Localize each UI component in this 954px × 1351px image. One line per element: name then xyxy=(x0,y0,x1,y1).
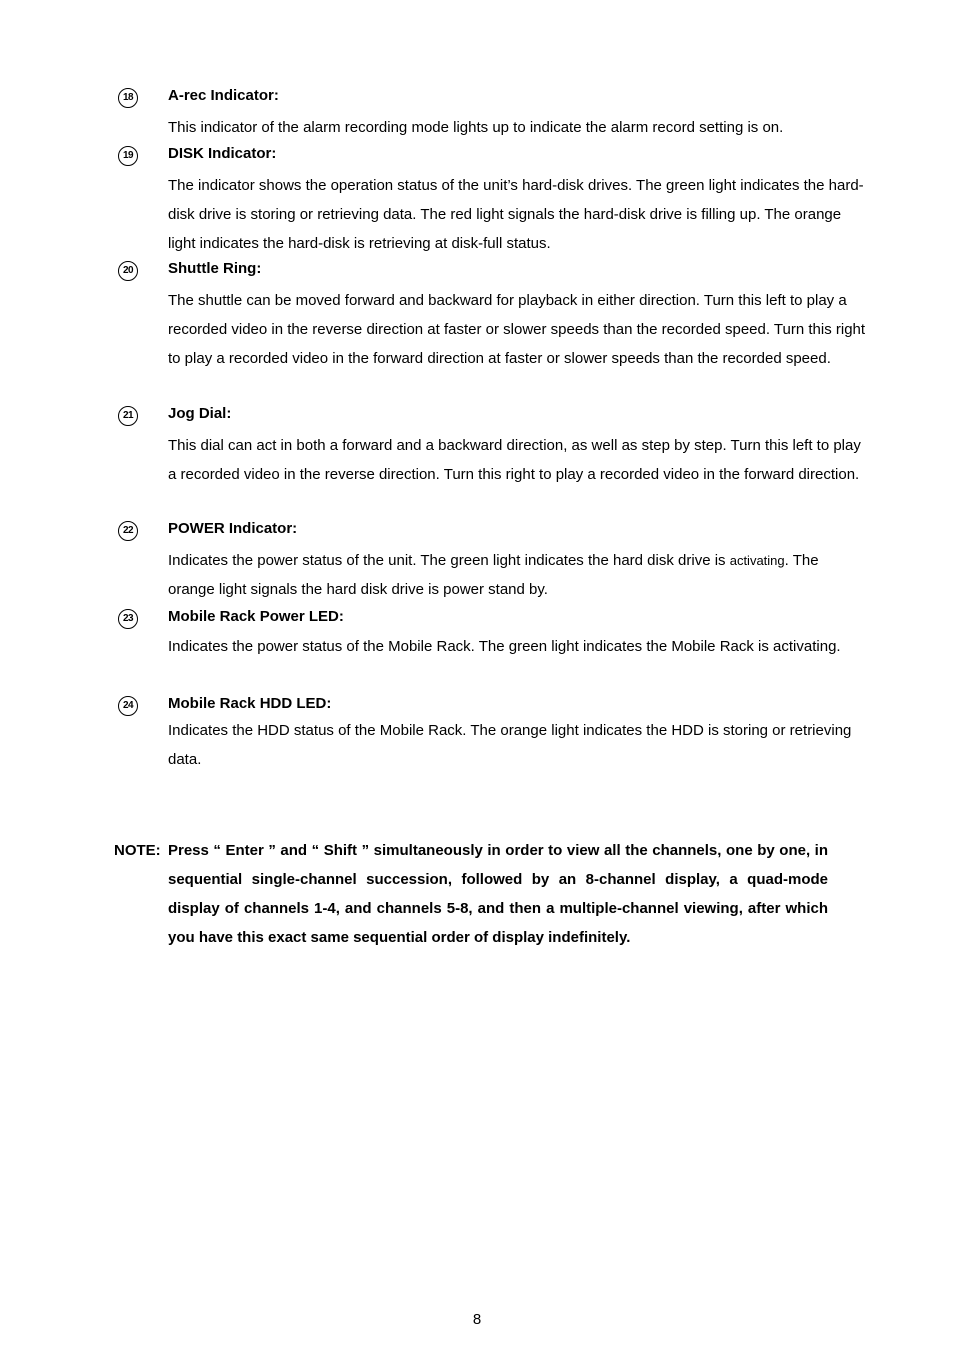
item-description: This indicator of the alarm recording mode lights up to indicate the alarm record setting is on. xyxy=(168,119,784,136)
item-number-badge: 18 xyxy=(118,88,138,108)
note-label: NOTE: xyxy=(114,842,161,859)
item-number-badge: 24 xyxy=(118,696,138,716)
description-small-text: activating xyxy=(729,553,785,568)
item-number-badge: 20 xyxy=(118,261,138,281)
item-heading: Jog Dial: xyxy=(168,405,232,422)
item-heading: Mobile Rack Power LED: xyxy=(168,608,344,625)
item-description: Indicates the HDD status of the Mobile Rack. The orange light indicates the HDD is storing or retrieving data. xyxy=(168,722,852,768)
page-number: 8 xyxy=(472,1311,482,1328)
item-number-badge: 21 xyxy=(118,406,138,426)
item-number-badge: 22 xyxy=(118,521,138,541)
item-heading: POWER Indicator: xyxy=(168,520,298,537)
item-description xyxy=(168,546,868,604)
item-description: The shuttle can be moved forward and backward for playback in either direction. Turn this left to play a recorded video in the reverse direction at faster or slower speeds than the recorded speed. Turn this right to play a recorded video in the forward direction at faster or slower speeds than the recorded speed. xyxy=(168,292,866,367)
item-description: This dial can act in both a forward and a backward direction, as well as step by step. Turn this left to play a recorded video in the reverse direction. Turn this right to play a recorded video in the forward direction. xyxy=(168,437,861,483)
item-description: Indicates the power status of the Mobile Rack. The green light indicates the Mobile Rack is activating. xyxy=(168,638,841,655)
note-text xyxy=(168,836,828,952)
item-number-badge: 19 xyxy=(118,146,138,166)
item-number-badge: 23 xyxy=(118,609,138,629)
item-heading: DISK Indicator: xyxy=(168,145,277,162)
item-heading: Shuttle Ring: xyxy=(168,260,262,277)
item-description: The indicator shows the operation status of the unit’s hard-disk drives. The green light indicates the hard-disk drive is storing or retrieving data. The red light signals the hard-disk drive is filling up. The orange light indicates the hard-disk is retrieving at disk-full status. xyxy=(168,177,864,252)
note-body: Press “ Enter ” and “ Shift ” simultaneously in order to view all the channels, one by one, in sequential single-channel succession, followed by an 8-channel display, a quad-mode display of channels 1-4, and channels 5-8, and then a multiple-channel viewing, after which you have this exact same sequential order of display indefinitely. xyxy=(168,842,828,946)
item-heading: A-rec Indicator: xyxy=(168,87,279,104)
description-text: Indicates the power status of the unit. The green light indicates the hard disk drive is xyxy=(168,552,730,569)
item-heading: Mobile Rack HDD LED: xyxy=(168,695,332,712)
description-text: . The orange light signals the hard disk drive is power stand by. xyxy=(168,552,819,598)
